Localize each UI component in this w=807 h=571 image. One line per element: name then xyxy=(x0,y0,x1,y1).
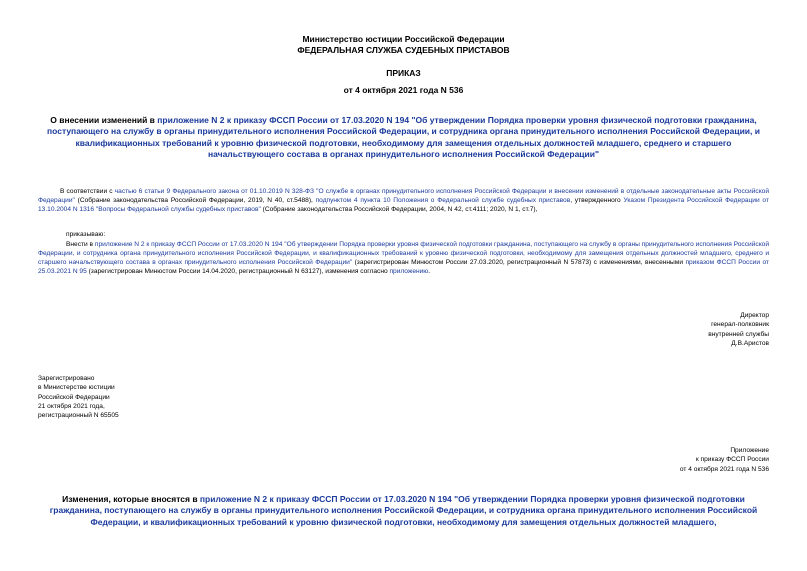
appendix-block xyxy=(680,446,769,474)
doc-date: от 4 октября 2021 года N 536 xyxy=(343,85,464,95)
appendix-title-prefix: Изменения, которые вносятся в xyxy=(62,494,200,504)
preamble-paragraph xyxy=(38,187,769,214)
preamble-text-1: В соответствии с xyxy=(60,188,115,195)
appendix-line: от 4 октября 2021 года N 536 xyxy=(679,465,769,473)
main-link-annex[interactable]: приложению xyxy=(389,268,429,275)
main-text-2: (зарегистрирован Минюстом России 27.03.2020, регистрационный N 57873) с изменениями, внесенными xyxy=(352,259,686,266)
main-paragraph xyxy=(38,240,769,276)
order-title-prefix: О внесении изменений в xyxy=(50,115,158,125)
order-word: приказываю: xyxy=(66,231,106,238)
registration-line: 21 октября 2021 года, xyxy=(38,402,105,410)
registration-line: регистрационный N 65505 xyxy=(38,412,119,420)
doc-type-heading: ПРИКАЗ xyxy=(386,68,421,78)
main-link-order-95[interactable]: приказом ФССП России от 25.03.2021 N 95 xyxy=(38,259,769,275)
signature-line: генерал-полковник xyxy=(711,321,769,329)
main-text-1: Внести в xyxy=(66,241,95,248)
signature-line: Директор xyxy=(740,312,769,319)
signature-line: Д.В.Аристов xyxy=(731,340,769,348)
preamble-link-regulation[interactable]: подпунктом 4 пункта 10 Положения о Федеральной службе судебных приставов xyxy=(315,197,571,204)
order-title xyxy=(40,115,767,160)
main-text-3: (зарегистрирован Минюстом России 14.04.2020, регистрационный N 63127), изменения согласно xyxy=(86,268,390,275)
preamble-link-law[interactable]: частью 6 статьи 9 Федерального закона от 01.10.2019 N 328-ФЗ "О службе в органах принудительного исполнения Российской Федерации и внесении изменений в отдельные законодательные акты Российской Федерации" xyxy=(38,188,770,204)
appendix-title xyxy=(40,494,767,528)
preamble-text-2: (Собрание законодательства Российской Федерации, 2019, N 40, ст.5488), xyxy=(74,197,316,204)
appendix-line: Приложение xyxy=(730,447,769,454)
preamble-link-decree[interactable]: Указом Президента Российской Федерации от 13.10.2004 N 1316 "Вопросы Федеральной службы судебных приставов" xyxy=(38,197,769,213)
registration-line: Российской Федерации xyxy=(38,393,110,401)
appendix-line: к приказу ФССП России xyxy=(695,456,769,464)
main-link-appendix[interactable]: приложение N 2 к приказу ФССП России от 17.03.2020 N 194 "Об утверждении Порядка проверки уровня физической подготовки гражданина, поступающего на службу в органы принудительного исполнения Российской Федерации, и сотрудника органа принудительного исполнения Российской Федерации, и квалификационных требований к уровню физической подготовки, необходимому для замещения отдельных должностей младшего, среднего и старшего начальствующего состава в органах принудительного исполнения Российской Федерации" xyxy=(38,241,769,266)
signature-block xyxy=(708,311,769,349)
preamble-text-3: , утвержденного xyxy=(570,197,624,204)
registration-line: Зарегистрировано xyxy=(38,375,95,382)
registration-block xyxy=(38,374,119,420)
order-title-link[interactable]: приложение N 2 к приказу ФССП России от 17.03.2020 N 194 "Об утверждении Порядка проверки уровня физической подготовки гражданина, поступающего на службу в органы принудительного исполнения Российской Федерации, и сотрудника органа принудительного исполнения Российской Федерации, и квалификационных требований к уровню физической подготовки, необходимому для замещения отдельных должностей младшего, среднего и старшего начальствующего состава в органах принудительного исполнения Российской Федерации" xyxy=(47,115,760,159)
preamble-text-4: (Собрание законодательства Российской Федерации, 2004, N 42, ст.4111; 2020, N 1, ст.7), xyxy=(260,206,538,213)
registration-line: в Министерстве юстиции xyxy=(38,384,115,392)
main-text-4: . xyxy=(428,268,431,275)
service-heading: ФЕДЕРАЛЬНАЯ СЛУЖБА СУДЕБНЫХ ПРИСТАВОВ xyxy=(297,45,510,55)
appendix-title-link[interactable]: приложение N 2 к приказу ФССП России от 17.03.2020 N 194 "Об утверждении Порядка проверки уровня физической подготовки гражданина, поступающего на службу в органы принудительного исполнения Российской Федерации, и сотрудника органа принудительного исполнения Российской Федерации, и квалификационных требований к уровню физической подготовки, необходимому для замещения отдельных должностей младшего, xyxy=(49,494,758,527)
ministry-heading: Министерство юстиции Российской Федерации xyxy=(302,34,505,44)
signature-line: внутренней службы xyxy=(708,330,769,338)
